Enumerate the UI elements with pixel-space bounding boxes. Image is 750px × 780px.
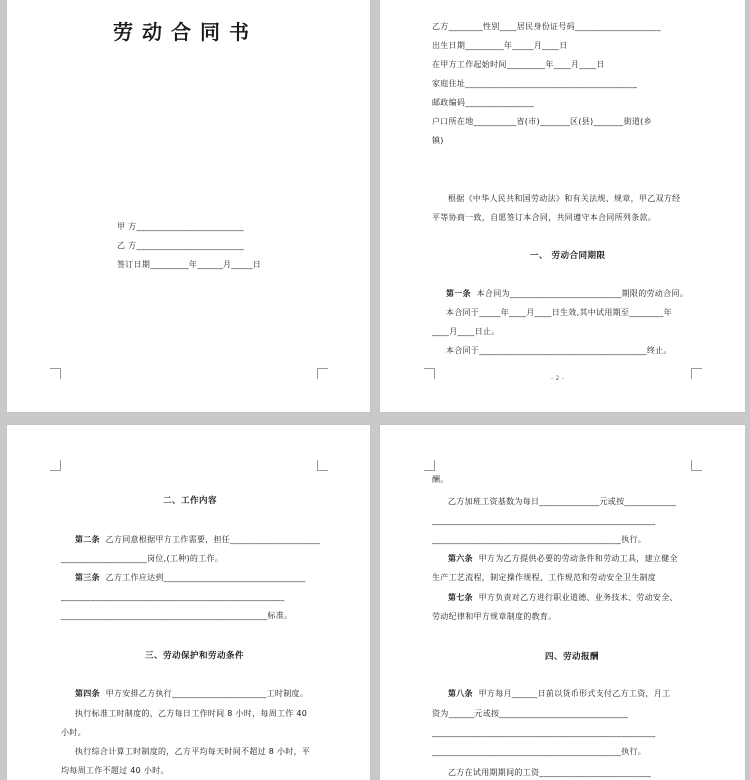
text-line: 酬。 bbox=[432, 475, 449, 484]
blank-line: ____________________________________________________ bbox=[432, 516, 656, 525]
text-line: 均每周工作不超过 40 小时。 bbox=[61, 766, 169, 775]
text-line: 乙方加班工资基数为每日______________元或按____________ bbox=[448, 497, 676, 506]
crop-mark bbox=[317, 368, 328, 379]
crop-mark bbox=[424, 368, 435, 379]
page-cover bbox=[7, 0, 370, 412]
crop-mark bbox=[317, 460, 328, 471]
article-8 bbox=[448, 689, 670, 699]
text-line: 邮政编码________________ bbox=[432, 98, 534, 107]
article-text: 甲方为乙方提供必要的劳动条件和劳动工具，建立健全 bbox=[478, 554, 678, 563]
crop-mark bbox=[50, 368, 61, 379]
sign-date-line: 签订日期_________年______月_____日 bbox=[117, 260, 262, 269]
text-line: 户口所在地__________省(市)_______区(县)_______街道(乡 bbox=[432, 117, 652, 126]
article-label: 第二条 bbox=[75, 535, 100, 544]
text-line: ____月____日止。 bbox=[432, 327, 500, 336]
text-line: 执行标准工时制度的，乙方每日工作时间 8 小时，每周工作 40 bbox=[75, 709, 308, 718]
intro-paragraph: 根据《中华人民共和国劳动法》和有关法规、规章，甲乙双方经 bbox=[448, 194, 681, 203]
section-heading: 二、工作内容 bbox=[163, 496, 218, 506]
article-text: 甲方每月______日前以货币形式支付乙方工资，月工 bbox=[478, 689, 671, 698]
text-line: 生产工艺流程，制定操作规程、工作规范和劳动安全卫生制度 bbox=[432, 573, 657, 582]
intro-paragraph: 平等协商一致，自愿签订本合同，共同遵守本合同所列条款。 bbox=[432, 213, 657, 222]
party-a-line: 甲 方_________________________ bbox=[117, 222, 244, 231]
section-heading: 四、劳动报酬 bbox=[545, 652, 600, 662]
article-label: 第四条 bbox=[75, 689, 100, 698]
page-2 bbox=[380, 0, 745, 412]
text-line: 本合同于_____年____月____日生效,其中试用期至________年 bbox=[446, 308, 672, 317]
contract-title: 劳动合同书 bbox=[113, 20, 258, 44]
section-heading: 一、 劳动合同期限 bbox=[530, 251, 606, 261]
article-label: 第六条 bbox=[448, 554, 473, 563]
page-number: - 2 - bbox=[551, 375, 565, 382]
article-text: 乙方工作应达到_________________________________ bbox=[105, 573, 306, 582]
text-line: 乙方在试用期期间的工资__________________________ bbox=[448, 768, 652, 777]
article-6 bbox=[448, 554, 678, 564]
text-line: 本合同于_______________________________________终止。 bbox=[446, 346, 672, 355]
article-text: 乙方同意根据甲方工作需要，担任_____________________ bbox=[105, 535, 321, 544]
text-line: 劳动纪律和甲方规章制度的教育。 bbox=[432, 612, 557, 621]
text-line: ____________________________________________执行。 bbox=[432, 535, 647, 544]
section-heading: 三、劳动保护和劳动条件 bbox=[145, 651, 245, 661]
article-text: 甲方安排乙方执行______________________工时制度。 bbox=[105, 689, 309, 698]
crop-mark bbox=[50, 460, 61, 471]
text-line: 资为______元或按______________________________ bbox=[432, 709, 629, 718]
crop-mark bbox=[424, 460, 435, 471]
page-4 bbox=[380, 425, 745, 780]
crop-mark bbox=[691, 368, 702, 379]
article-3 bbox=[75, 573, 306, 583]
crop-mark bbox=[691, 460, 702, 471]
article-label: 第七条 bbox=[448, 593, 473, 602]
page-3 bbox=[7, 425, 370, 780]
text-line: 家庭住址________________________________________ bbox=[432, 79, 638, 88]
text-line: 执行综合计算工时制度的，乙方平均每天时间不超过 8 小时，平 bbox=[75, 747, 311, 756]
article-4 bbox=[75, 689, 308, 699]
blank-line: ____________________________________________________ bbox=[61, 592, 285, 601]
article-text: 甲方负责对乙方进行职业道德、业务技术、劳动安全、 bbox=[478, 593, 678, 602]
text-line: 乙方________性别____居民身份证号码____________________ bbox=[432, 22, 661, 31]
text-line: ____________________岗位,(工种)的工作。 bbox=[61, 554, 224, 563]
article-label: 第三条 bbox=[75, 573, 100, 582]
text-line: ____________________________________________执行。 bbox=[432, 747, 647, 756]
text-line: 在甲方工作起始时间_________年____月____日 bbox=[432, 60, 605, 69]
article-text: 本合同为__________________________期限的劳动合同。 bbox=[476, 289, 688, 298]
text-line: 小时。 bbox=[61, 728, 86, 737]
article-label: 第一条 bbox=[446, 289, 471, 298]
text-line: 出生日期_________年_____月____日 bbox=[432, 41, 568, 50]
text-line: 镇) bbox=[432, 136, 444, 145]
article-label: 第八条 bbox=[448, 689, 473, 698]
article-1 bbox=[446, 289, 688, 299]
article-7 bbox=[448, 593, 678, 603]
blank-line: ____________________________________________________ bbox=[432, 728, 656, 737]
article-2 bbox=[75, 535, 320, 545]
text-line: ________________________________________________标准。 bbox=[61, 611, 293, 620]
party-b-line: 乙 方_________________________ bbox=[117, 241, 244, 250]
